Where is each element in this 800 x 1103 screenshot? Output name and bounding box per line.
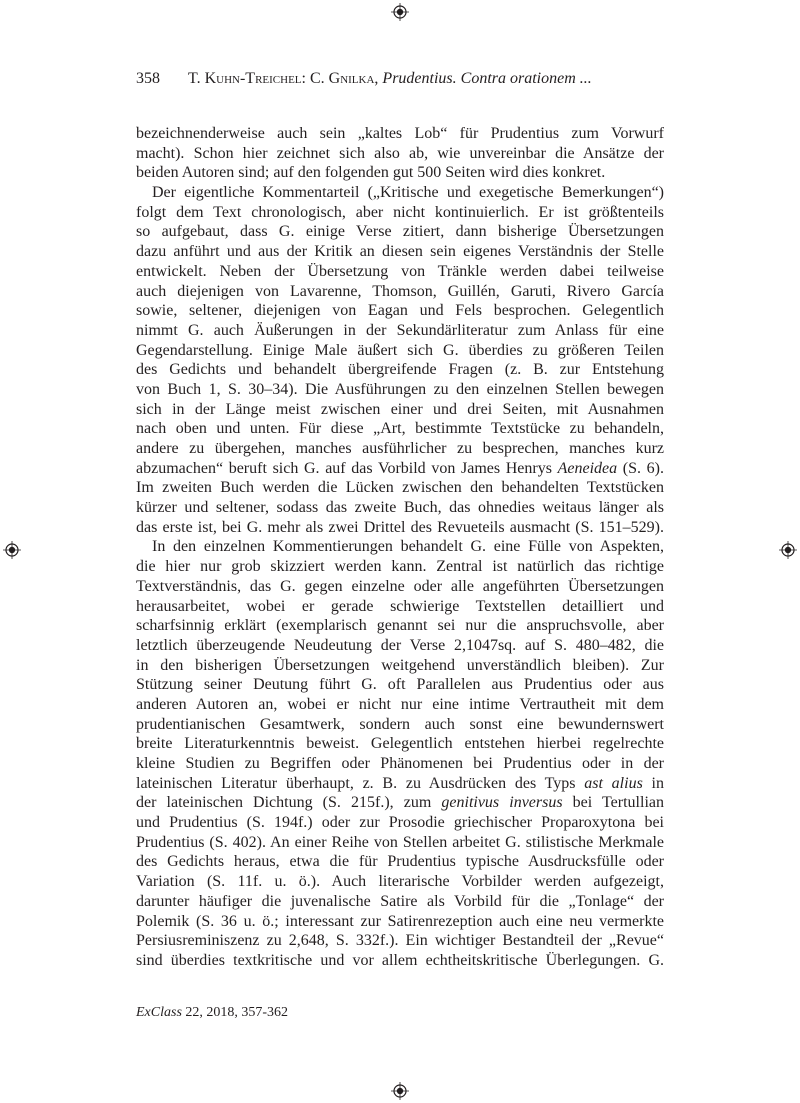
text-segment: anderen Autoren an, wobei er nicht nur eine intime Vertrautheit mit dem [136,695,664,713]
text-segment: (S. 6). [617,459,664,477]
text-segment: des Gedichts heraus, etwa die für Prudentius typische Ausdrucksfülle oder [136,853,664,871]
text-line [136,341,664,361]
text-line [136,774,664,794]
book-title: Prudentius. Contra orationem ... [382,70,592,87]
text-segment: der lateinischen Dichtung (S. 215f.), zum [136,794,442,812]
text-line [136,931,664,951]
text-segment: Variation (S. 11f. u. ö.). Auch literarische Vorbilder werden aufgezeigt, [136,873,664,891]
text-segment: sind überdies textkritische und vor allem echtheitskritische Überlegungen. G. [136,951,664,969]
text-segment: nimmt G. auch Äußerungen in der Sekundärliteratur zum Anlass für eine [136,321,664,339]
text-segment: sich in der Länge meist zwischen einer und drei Seiten, mit Ausnahmen [136,400,664,418]
text-segment: kürzer und seltener, sodass das zweite Buch, das ohnedies weitaus länger als [136,499,664,517]
text-segment: die hier nur grob skizziert werden kann. Zentral ist natürlich das richtige [136,558,664,576]
text-segment: breite Literaturkenntnis beweist. Gelegentlich entstehen hierbei regelrechte [136,735,664,753]
text-line [136,478,664,498]
text-segment: bei Tertullian [562,794,664,812]
text-segment: Prudentius (S. 402). An einer Reihe von Stellen arbeitet G. stilistische Merkmale [136,833,664,851]
text-segment: darunter häufiger die juvenalische Satire als Vorbild für die „Tonlage“ der [136,892,664,910]
text-line [136,400,664,420]
text-segment: Stützung seiner Deutung führt G. oft Parallelen aus Prudentius oder aus [136,676,664,694]
text-segment: kleine Studien zu Begriffen oder Phänomenen bei Prudentius oder in der [136,755,664,772]
text-line [136,380,664,400]
registration-mark-icon [391,1082,409,1100]
text-line [136,852,664,872]
text-segment: das erste ist, bei G. mehr als zwei Drittel des Revueteils ausmacht (S. 151–529). [136,518,664,536]
text-segment: entwickelt. Neben der Übersetzung von Tränkle werden dabei teilweise [136,262,664,280]
text-segment: Textverständnis, das G. gegen einzelne oder alle angeführten Übersetzungen [136,577,664,595]
italic-text: Aeneidea [557,459,618,477]
text-segment: auch diejenigen von Lavarenne, Thomson, Guillén, Garuti, Rivero García [136,282,664,300]
text-segment: beiden Autoren sind; auf den folgenden gut 500 Seiten wird dies konkret. [136,164,606,182]
italic-text: genitivus inversus [441,794,563,812]
citation: 22, 2018, 357-362 [181,1005,289,1020]
text-line [136,597,664,617]
text-line [136,282,664,302]
page-footer [136,1005,288,1021]
body-text [136,124,664,971]
text-line [136,813,664,833]
text-line [136,577,664,597]
italic-text: ast alius [584,774,643,792]
text-segment: so aufgebaut, dass G. einige Verse zitiert, dann bisherige Übersetzungen [136,223,664,241]
text-line [136,262,664,282]
text-segment: macht). Schon hier zeichnet sich also ab, wie unvereinbar die Ansätze der [136,144,664,162]
text-line [136,518,664,538]
text-segment: prudentianischen Gesamtwerk, sondern auch sonst eine bewundernswert [136,715,664,733]
text-line [136,242,664,262]
text-line [136,892,664,912]
text-segment: folgt dem Text chronologisch, aber nicht kontinuierlich. Er ist größtenteils [136,203,664,221]
text-line [136,419,664,439]
text-line [136,636,664,656]
text-segment: nach oben und unten. Für diese „Art, bestimmte Textstücke zu behandeln, [136,420,664,438]
text-line [136,144,664,164]
text-segment: und Prudentius (S. 194f.) oder zur Prosodie griechischer Proparoxytona bei [136,814,664,832]
text-segment: Gegendarstellung. Einige Male äußert sich G. überdies zu größeren Teilen [136,341,664,359]
text-line [136,183,664,203]
page-number: 358 [136,70,160,87]
text-line [136,498,664,518]
text-segment: abzumachen“ beruft sich G. auf das Vorbild von James Henrys [136,459,558,477]
text-segment: des Gedichts und behandelt übergreifende Fragen (z. B. zur Entstehung [136,361,664,379]
text-segment: in den bisherigen Übersetzungen weitgehend unverständlich bleiben). Zur [136,656,664,674]
text-line [136,734,664,754]
text-line [136,124,664,144]
text-segment: In den einzelnen Kommentierungen behandelt G. eine Fülle von Aspekten, [152,538,664,556]
text-line [136,537,664,557]
text-line [136,616,664,636]
text-segment: sowie, seltener, diejenigen von Eagan und Fels besprochen. Gelegentlich [136,302,664,320]
text-segment: von Buch 1, S. 30–34). Die Ausführungen zu den einzelnen Stellen bewegen [136,380,664,398]
reviewed-author: C. Gnilka [309,70,375,87]
text-line [136,833,664,853]
text-line [136,754,664,774]
separator: : [301,70,310,87]
registration-mark-icon [3,541,21,559]
text-line [136,912,664,932]
text-line [136,301,664,321]
text-line [136,439,664,459]
separator: , [374,70,383,87]
text-segment: Der eigentliche Kommentarteil („Kritische und exegetische Bemerkungen“) [152,184,664,202]
text-segment: bezeichnenderweise auch sein „kaltes Lob“ für Prudentius zum Vorwurf [136,125,664,142]
text-line [136,557,664,577]
text-line [136,951,664,971]
text-line [136,656,664,676]
text-segment: letztlich überzeugende Neudeutung der Verse 2,1047sq. auf S. 480–482, die [136,636,664,654]
text-segment: dazu anführt und aus der Kritik an diesen sein eigenes Verständnis der Stelle [136,243,664,261]
text-line [136,715,664,735]
text-line [136,675,664,695]
text-segment: lateinischen Literatur überhaupt, z. B. zu Ausdrücken des Typs [136,774,585,792]
text-line [136,793,664,813]
text-line [136,203,664,223]
text-segment: scharfsinnig erklärt (exemplarisch genannt sei nur die anspruchsvolle, aber [136,617,664,635]
text-line [136,163,664,183]
text-segment: in [642,774,664,792]
text-segment: herausarbeitet, wobei er gerade schwierige Textstellen detailliert und [136,597,664,615]
registration-mark-icon [779,541,797,559]
text-segment: Polemik (S. 36 u. ö.; interessant zur Satirenrezeption auch eine neu vermerkte [136,912,664,930]
reviewer-name: T. Kuhn-Treichel [188,70,302,87]
text-line [136,222,664,242]
text-segment: andere zu übergehen, manches ausführlicher zu besprechen, manches kurz [136,440,664,457]
text-line [136,695,664,715]
running-title [188,70,592,88]
text-line [136,321,664,341]
text-segment: Im zweiten Buch werden die Lücken zwischen den behandelten Textstücken [136,479,664,497]
journal-name: ExClass [136,1005,182,1020]
text-line [136,872,664,892]
text-line [136,360,664,380]
registration-mark-icon [391,3,409,21]
text-segment: Persiusreminiszenz zu 2,648, S. 332f.). Ein wichtiger Bestandteil der „Revue“ [136,932,664,950]
text-line [136,459,664,479]
